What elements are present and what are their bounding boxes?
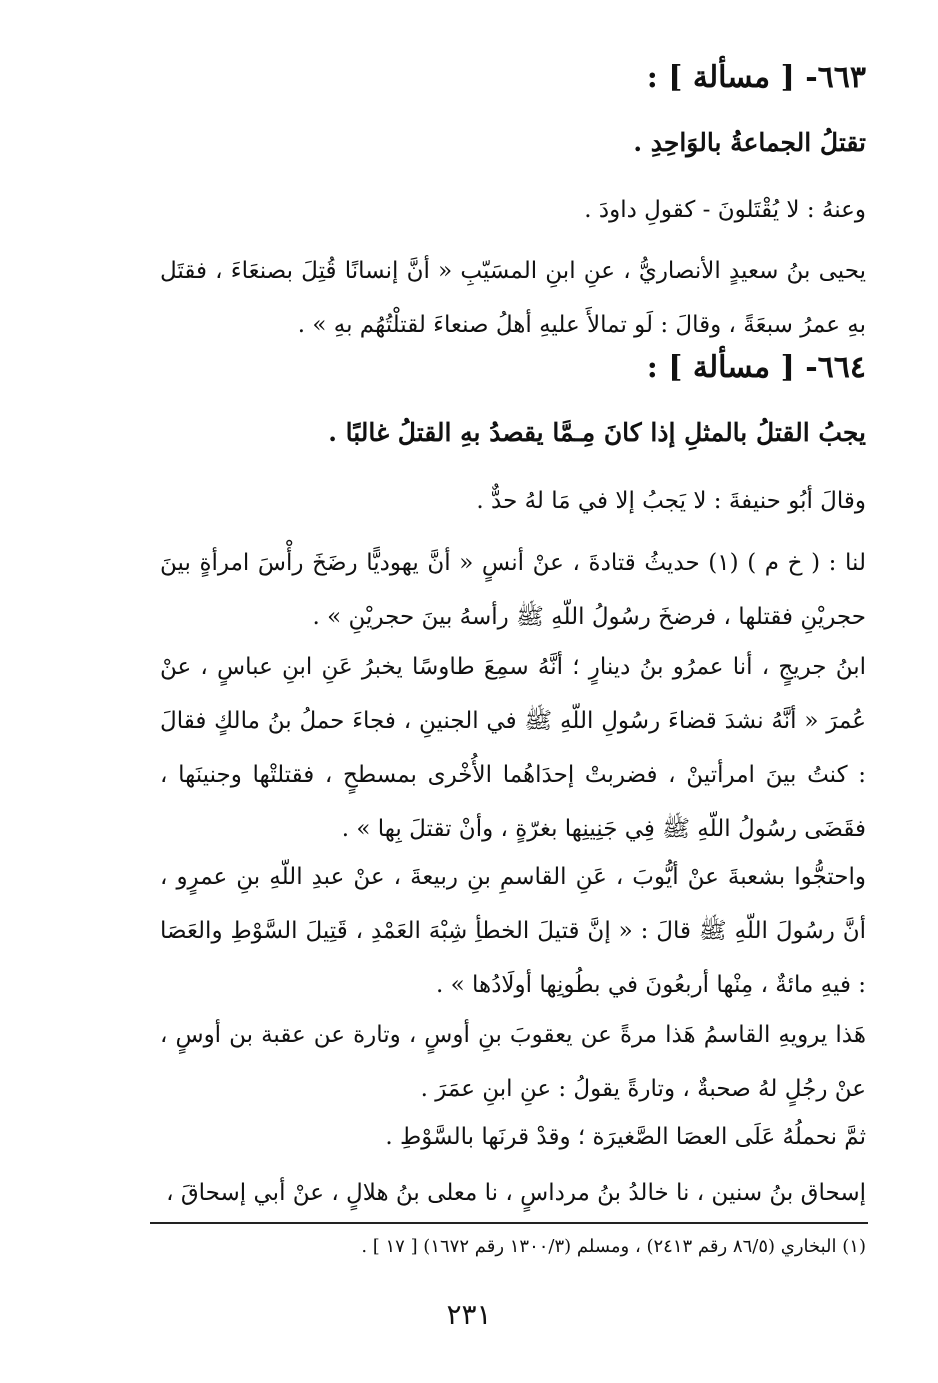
page-number: ٢٣١ — [446, 1298, 492, 1331]
masala-664-ruling: يجبُ القتلُ بالمثلِ إذا كانَ مِـمَّا يقصدُ بهِ القتلُ غالبًا . — [328, 418, 866, 447]
footnote-divider — [150, 1222, 868, 1224]
masala-664-evidence-ibn-jurayj: ابنُ جريجٍ ، أنا عمرُو بنُ دينارٍ ؛ أنَّهُ سمِعَ طاوسًا يخبرُ عَنِ ابنِ عباسٍ ، عنْ عُمرَ « أنَّهُ نشدَ قضاءَ رسُولِ اللّهِ ﷺ في الجنينِ ، فجاءَ حملُ بنُ مالكٍ فقالَ : كنتُ بينَ امرأتينْ ، فضربتْ إحدَاهُما الأُخْرى بمسطحٍ ، فقتلتْها وجنينَها ، فقَضَى رسُولُ اللّهِ ﷺ فِي جَنِينِها بغرّةٍ ، وأنْ تقتلَ بِها » . — [160, 654, 866, 842]
masala-664-opponent-argument: واحتجُّوا بشعبةَ عنْ أيُّوبَ ، عَنِ القاسمِ بنِ ربيعةَ ، عنْ عبدِ اللّهِ بنِ عمرٍو ، أنَّ رسُولَ اللّهِ ﷺ قالَ : « إنَّ قتيلَ الخطأِ شِبْهَ العَمْدِ ، قَتِيلَ السَّوْطِ والعَصَا : فيهِ مائةٌ ، مِنْها أربعُونَ في بطُونِها أولَادُها » . — [160, 864, 866, 998]
masala-663-evidence: يحيى بنُ سعيدٍ الأنصاريُّ ، عنِ ابنِ المسَيّبِ « أنَّ إنسانًا قُتِلَ بصنعَاءَ ، فقتَل بهِ عمرُ سبعَةً ، وقالَ : لَو تمالأَ عليهِ أهلُ صنعاءَ لقتلْتُهُم بهِ » . — [160, 258, 866, 338]
masala-663-dissent: وعنهُ : لا يُقْتَلونَ - كقولِ داودَ . — [584, 197, 866, 223]
masala-664-dissent: وقالَ أبُو حنيفةَ : لا يَجبُ إلا في مَا لهُ حدٌّ . — [476, 488, 866, 514]
masala-663-ruling: تقتلُ الجماعةُ بالوَاحِدِ . — [633, 128, 866, 157]
masala-664-evidence-anas: لنا : ( خ م ) (١) حديثُ قتادةَ ، عنْ أنسٍ « أنَّ يهوديًّا رضَخَ رأْسَ امرأةٍ بينَ حجريْنِ فقتلها ، فرضخَ رسُولُ اللّهِ ﷺ رأسهُ بينَ حجريْنِ » . — [160, 550, 866, 630]
masala-664-response: هَذا يرويهِ القاسمُ هَذا مرةً عن يعقوبَ بنِ أوسٍ ، وتارة عن عقبة بن أوسٍ ، عنْ رجُلٍ لهُ صحبةٌ ، وتارةً يقولُ : عنِ ابنِ عمَرَ . — [160, 1022, 866, 1102]
masala-664-heading: ٦٦٤- [ مسألة ] : — [646, 350, 866, 385]
masala-664-interpretation: ثمَّ نحملُهُ عَلَى العصَا الصَّغيرَة ؛ وقدْ قرنَها بالسَّوْطِ . — [385, 1124, 866, 1150]
masala-663-heading: ٦٦٣- [ مسألة ] : — [646, 60, 866, 95]
masala-664-chain: إسحاق بنُ سنين ، نا خالدُ بنُ مرداسٍ ، نا معلى بنُ هلالٍ ، عنْ أبي إسحاقَ ، — [166, 1180, 866, 1206]
footnote: (١) البخاري (٨٦/٥ رقم ٢٤١٣) ، ومسلم (١٣٠٠/٣ رقم ١٦٧٢) [ ١٧ ] . — [361, 1236, 866, 1257]
